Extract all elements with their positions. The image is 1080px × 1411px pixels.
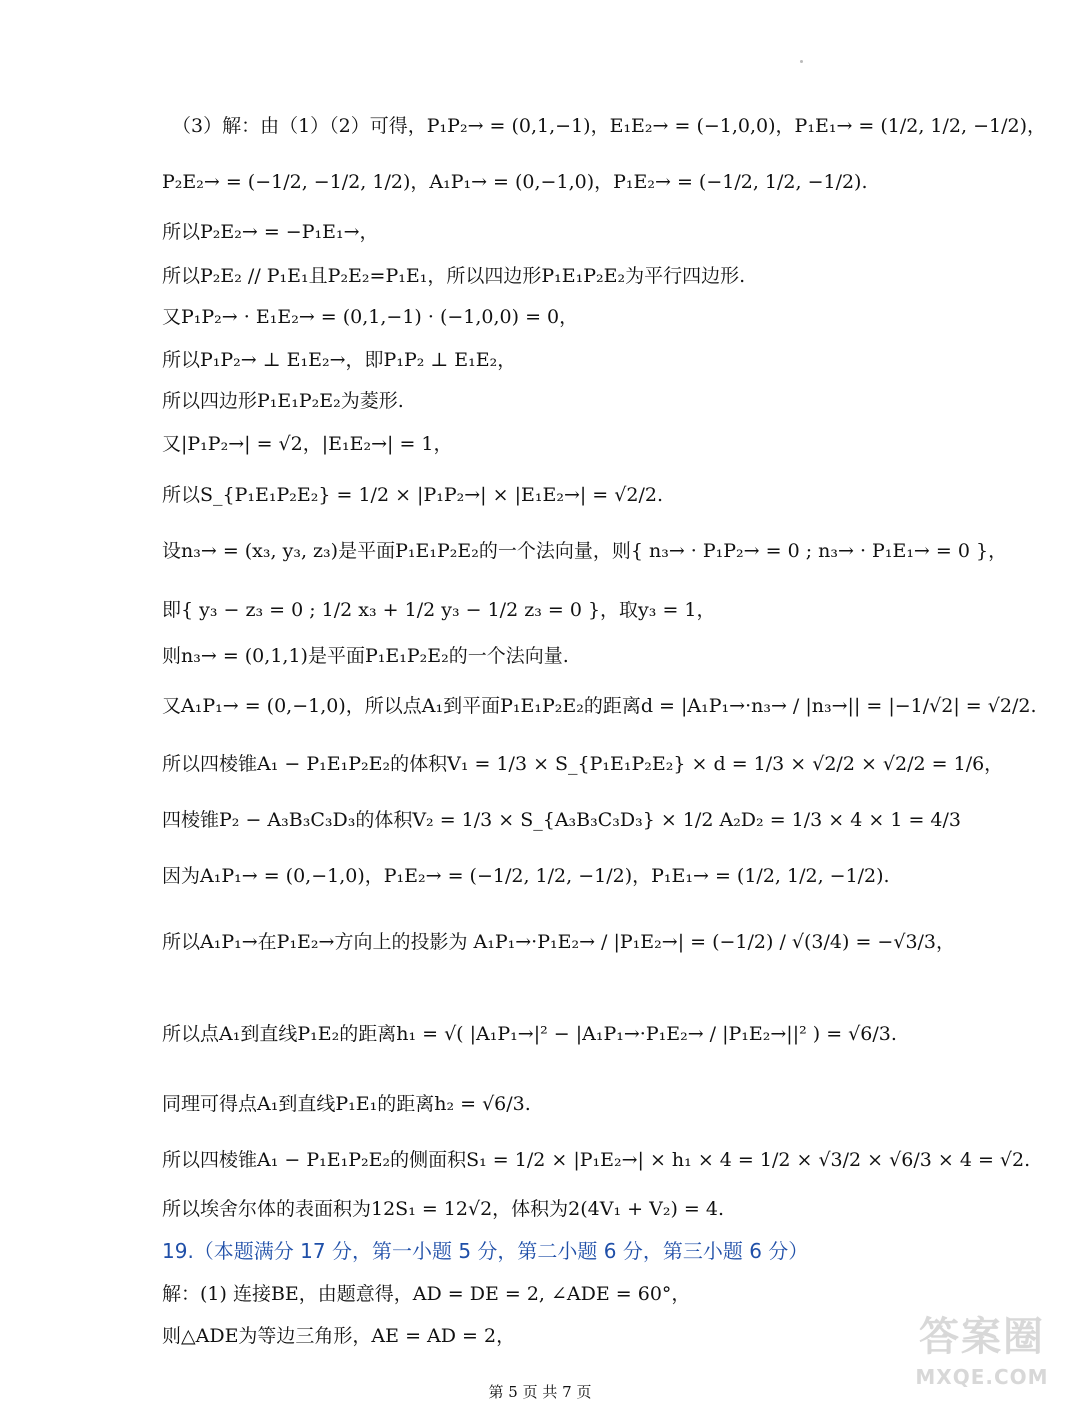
line-16: 因为A₁P₁→ = (0,−1,0)，P₁E₂→ = (−1/2, 1/2, −1/2)，P₁E₁→ = (1/2, 1/2, −1/2). [162,865,890,887]
line-8: 又|P₁P₂→| = √2，|E₁E₂→| = 1， [162,433,453,455]
line-11: 即{ y₃ − z₃ = 0 ; 1/2 x₃ + 1/2 y₃ − 1/2 z₃ = 0 }，取y₃ = 1， [162,599,716,621]
line-3: 所以P₂E₂→ = −P₁E₁→， [162,221,379,243]
line-21: 所以埃舍尔体的表面积为12S₁ = 12√2，体积为2(4V₁ + V₂) = 4. [162,1198,724,1220]
question-heading: 19.（本题满分 17 分，第一小题 5 分，第二小题 6 分，第三小题 6 分） [162,1239,809,1263]
speck [800,60,803,63]
line-6: 所以P₁P₂→ ⊥ E₁E₂→，即P₁P₂ ⊥ E₁E₂， [162,349,517,371]
line-23: 则△ADE为等边三角形，AE = AD = 2， [162,1325,516,1347]
line-22: 解：(1) 连接BE，由题意得，AD = DE = 2, ∠ADE = 60°， [162,1283,691,1305]
line-10: 设n₃→ = (x₃, y₃, z₃)是平面P₁E₁P₂E₂的一个法向量，则{ n₃→ · P₁P₂→ = 0 ; n₃→ · P₁E₁→ = 0 }， [162,540,1008,562]
line-19: 同理可得点A₁到直线P₁E₁的距离h₂ = √6/3. [162,1093,531,1115]
line-12: 则n₃→ = (0,1,1)是平面P₁E₁P₂E₂的一个法向量. [162,645,569,667]
line-17: 所以A₁P₁→在P₁E₂→方向上的投影为 A₁P₁→·P₁E₂→ / |P₁E₂→| = (−1/2) / √(3/4) = −√3/3， [162,931,956,953]
line-4: 所以P₂E₂ // P₁E₁且P₂E₂=P₁E₁，所以四边形P₁E₁P₂E₂为平行四边形. [162,265,746,287]
line-14: 所以四棱锥A₁ − P₁E₁P₂E₂的体积V₁ = 1/3 × S_{P₁E₁P₂E₂} × d = 1/3 × √2/2 × √2/2 = 1/6， [162,753,1004,775]
page-footer: 第 5 页 共 7 页 [488,1383,592,1401]
line-18: 所以点A₁到直线P₁E₂的距离h₁ = √( |A₁P₁→|² − |A₁P₁→·P₁E₂→ / |P₁E₂→||² ) = √6/3. [162,1023,897,1045]
watermark-logo: 答案圈 [919,1314,1045,1360]
watermark-site: MXQE.COM [915,1365,1049,1389]
line-15: 四棱锥P₂ − A₃B₃C₃D₃的体积V₂ = 1/3 × S_{A₃B₃C₃D₃} × 1/2 A₂D₂ = 1/3 × 4 × 1 = 4/3 [162,809,961,831]
line-20: 所以四棱锥A₁ − P₁E₁P₂E₂的侧面积S₁ = 1/2 × |P₁E₂→| × h₁ × 4 = 1/2 × √3/2 × √6/3 × 4 = √2. [162,1149,1031,1171]
line-2: P₂E₂→ = (−1/2, −1/2, 1/2)，A₁P₁→ = (0,−1,0)，P₁E₂→ = (−1/2, 1/2, −1/2). [162,171,868,193]
line-9: 所以S_{P₁E₁P₂E₂} = 1/2 × |P₁P₂→| × |E₁E₂→| = √2/2. [162,484,663,506]
watermark [912,1309,1052,1401]
line-1: （3）解：由（1）（2）可得，P₁P₂→ = (0,1,−1)，E₁E₂→ = (−1,0,0)，P₁E₁→ = (1/2, 1/2, −1/2)， [172,115,1047,137]
line-13: 又A₁P₁→ = (0,−1,0)，所以点A₁到平面P₁E₁P₂E₂的距离d = |A₁P₁→·n₃→ / |n₃→|| = |−1/√2| = √2/2. [162,695,1037,717]
line-5: 又P₁P₂→ · E₁E₂→ = (0,1,−1) · (−1,0,0) = 0， [162,306,579,328]
line-7: 所以四边形P₁E₁P₂E₂为菱形. [162,390,404,412]
